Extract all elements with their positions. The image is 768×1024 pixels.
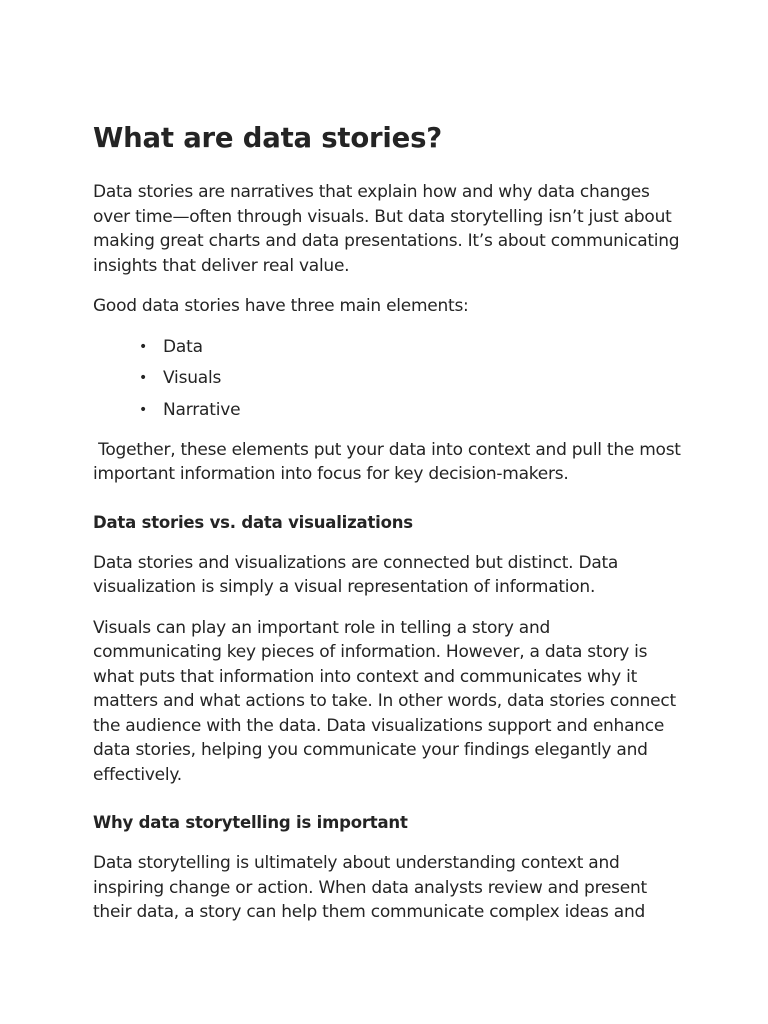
elements-lead-paragraph: Good data stories have three main elements: [93,296,469,316]
bullet-icon: • [139,370,148,386]
list-item [139,398,683,422]
bullet-icon: • [139,338,148,355]
elements-list [93,335,683,422]
section1-paragraph-1: Data stories and visualizations are connected but distinct. Data visualization is simply a visual representation of information. [93,552,619,597]
document-page [93,120,683,941]
list-item-label: Narrative [163,399,241,420]
intro-paragraph: Data stories are narratives that explain how and why data changes over time—often through visuals. But data storytelling isn’t just about making great charts and data presentations. It’s about communicating insights that deliver real value. [93,182,680,276]
bullet-icon: • [139,401,148,418]
together-paragraph: Together, these elements put your data into context and pull the most important information into focus for key decision-makers. [93,439,681,484]
list-item [139,366,683,390]
section-heading-why-important: Why data storytelling is important [93,813,408,832]
section1-paragraph-2: Visuals can play an important role in telling a story and communicating key pieces of information. However, a data story is what puts that information into context and communicates why it matters and what actions to take. In other words, data stories connect the audience with the data. Data visualizations support and enhance data stories, helping you communicate your findings elegantly and effectively. [93,617,676,785]
page-title: What are data stories? [93,122,443,154]
section2-paragraph-1: Data storytelling is ultimately about understanding context and inspiring change or action. When data analysts review and present their data, a story can help them communicate complex ideas and [93,853,647,922]
list-item [139,335,683,359]
section-heading-stories-vs-visualizations: Data stories vs. data visualizations [93,512,413,532]
list-item-label: Visuals [163,368,222,388]
list-item-label: Data [163,336,203,357]
